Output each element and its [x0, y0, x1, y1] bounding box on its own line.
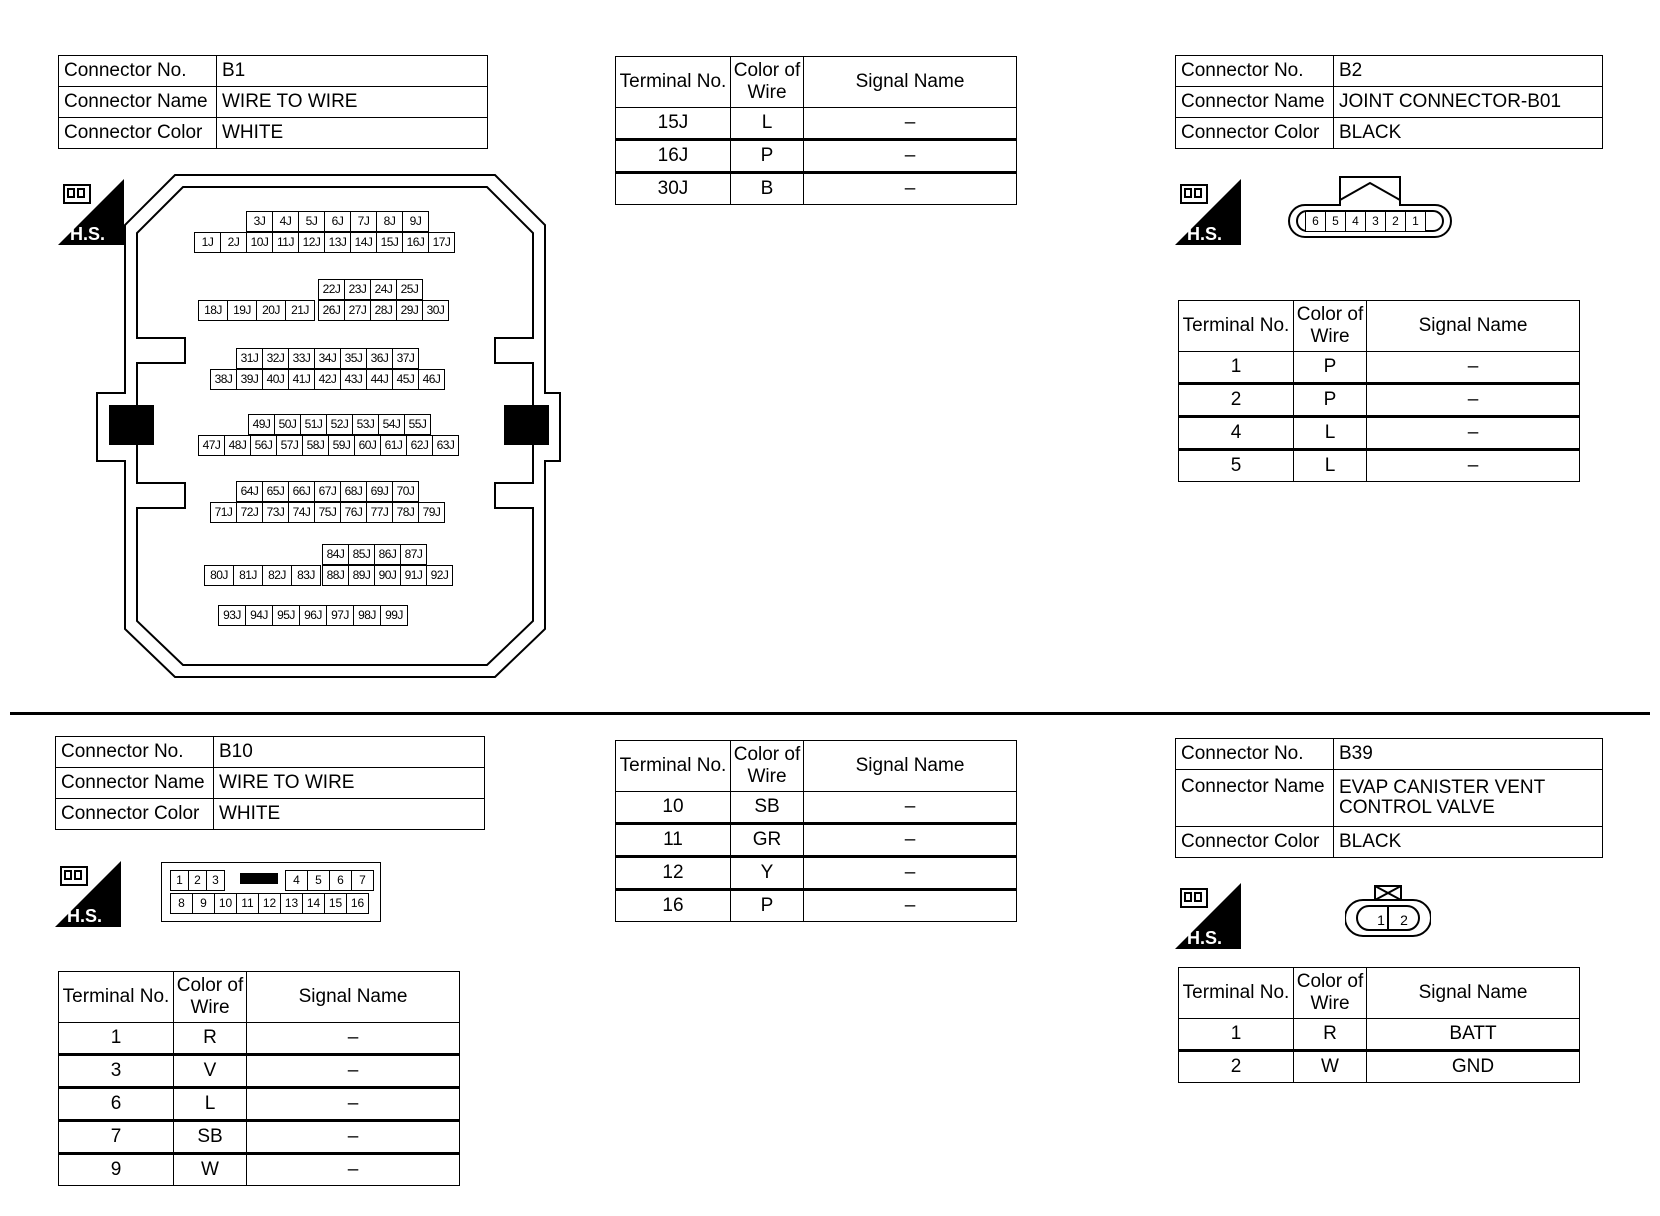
pin-cell-94J: 94J: [245, 605, 273, 626]
terminal-cell: 2: [1179, 384, 1294, 417]
pin-cell-12J: 12J: [298, 232, 325, 253]
pin-cell-19J: 19J: [227, 300, 257, 321]
color-of-wire-header: [731, 741, 804, 792]
b39-hs-label: H.S.: [1187, 928, 1223, 948]
pin-cell-55J: 55J: [404, 414, 431, 435]
pin-cell-86J: 86J: [374, 544, 401, 565]
pin-cell-97J: 97J: [326, 605, 354, 626]
pin-cell-29J: 29J: [396, 300, 423, 321]
pin-cell-11: 11: [236, 893, 259, 914]
terminal-cell: 1: [1179, 1019, 1294, 1051]
pin-cell-24J: 24J: [370, 279, 397, 300]
pin-cell-59J: 59J: [328, 435, 355, 456]
color-of-text: Color of: [733, 60, 801, 81]
pin-cell-39J: 39J: [236, 369, 263, 390]
pin-cell-60J: 60J: [354, 435, 381, 456]
pin-cell-51J: 51J: [300, 414, 327, 435]
pin-cell-92J: 92J: [426, 565, 453, 586]
table-row: [1179, 352, 1580, 384]
pin-cell-91J: 91J: [400, 565, 427, 586]
signal-name-header: Signal Name: [247, 972, 460, 1023]
color-of-text: Color of: [176, 975, 244, 996]
b10-terminal-table-mid: [615, 740, 1017, 922]
pin-cell-3J: 3J: [246, 211, 273, 232]
signal-cell: –: [247, 1023, 460, 1055]
pin-cell-87J: 87J: [400, 544, 427, 565]
pin-cell-72J: 72J: [236, 502, 263, 523]
pin-cell-2: 2: [1400, 912, 1408, 928]
pin-cell-88J: 88J: [322, 565, 349, 586]
pin-cell-7J: 7J: [350, 211, 377, 232]
pin-cell-54J: 54J: [378, 414, 405, 435]
section-divider: [10, 712, 1650, 715]
pin-cell-47J: 47J: [198, 435, 225, 456]
b1-hs-label: H.S.: [70, 224, 106, 244]
terminal-cell: 6: [59, 1088, 174, 1121]
pin-cell-13: 13: [280, 893, 303, 914]
terminal-cell: 9: [59, 1154, 174, 1186]
table-row: [59, 1023, 460, 1055]
signal-cell: GND: [1367, 1051, 1580, 1083]
wire-color-cell: L: [1294, 450, 1367, 482]
pin-cell-20J: 20J: [256, 300, 286, 321]
pin-cell-85J: 85J: [348, 544, 375, 565]
wire-text: Wire: [1310, 326, 1350, 347]
pin-cell-1: 1: [1377, 912, 1385, 928]
terminal-no-header: Terminal No.: [1179, 968, 1294, 1019]
color-of-wire-header: [1294, 301, 1367, 352]
pin-cell-58J: 58J: [302, 435, 329, 456]
connector-color-label: Connector Color: [59, 118, 217, 149]
pin-cell-67J: 67J: [314, 481, 341, 502]
signal-cell: –: [804, 857, 1017, 890]
pin-cell-22J: 22J: [318, 279, 345, 300]
pin-cell-33J: 33J: [288, 348, 315, 369]
wire-color-cell: SB: [731, 792, 804, 824]
connector-name-label: Connector Name: [56, 768, 214, 799]
pin-cell-9: 9: [192, 893, 215, 914]
connector-name-label: Connector Name: [1176, 87, 1334, 118]
signal-cell: –: [247, 1121, 460, 1154]
wire-color-cell: SB: [174, 1121, 247, 1154]
connector-name-label: Connector Name: [59, 87, 217, 118]
b10-connector-name: WIRE TO WIRE: [214, 768, 485, 799]
wire-color-cell: W: [1294, 1051, 1367, 1083]
terminal-cell: 15J: [616, 108, 731, 140]
b39-hs-harness-side-icon: [1175, 883, 1241, 949]
signal-cell: –: [247, 1154, 460, 1186]
b10-connector-no: B10: [214, 737, 485, 768]
pin-cell-3: 3: [1365, 211, 1386, 232]
terminal-cell: 5: [1179, 450, 1294, 482]
pin-cell-78J: 78J: [392, 502, 419, 523]
pin-cell-8: 8: [170, 893, 193, 914]
connector-no-label: Connector No.: [56, 737, 214, 768]
pin-cell-62J: 62J: [406, 435, 433, 456]
b1-connector-name: WIRE TO WIRE: [217, 87, 488, 118]
pin-cell-42J: 42J: [314, 369, 341, 390]
wire-color-cell: V: [174, 1055, 247, 1088]
pin-cell-2J: 2J: [220, 232, 247, 253]
pin-cell-12: 12: [258, 893, 281, 914]
pin-cell-17J: 17J: [428, 232, 455, 253]
pin-cell-45J: 45J: [392, 369, 419, 390]
signal-name-header: Signal Name: [1367, 968, 1580, 1019]
signal-cell: BATT: [1367, 1019, 1580, 1051]
terminal-no-header: Terminal No.: [1179, 301, 1294, 352]
pin-cell-3: 3: [206, 870, 225, 891]
terminal-cell: 1: [1179, 352, 1294, 384]
wire-color-cell: P: [1294, 384, 1367, 417]
b39-connector-name: [1334, 770, 1603, 827]
pin-cell-1: 1: [170, 870, 189, 891]
connector-no-label: Connector No.: [59, 56, 217, 87]
color-of-text: Color of: [733, 744, 801, 765]
pin-cell-14: 14: [302, 893, 325, 914]
signal-cell: –: [1367, 417, 1580, 450]
connector-color-label: Connector Color: [1176, 118, 1334, 149]
wire-color-cell: L: [1294, 417, 1367, 450]
pin-cell-52J: 52J: [326, 414, 353, 435]
signal-cell: –: [804, 173, 1017, 205]
pin-cell-10J: 10J: [246, 232, 273, 253]
signal-name-header: Signal Name: [1367, 301, 1580, 352]
terminal-cell: 30J: [616, 173, 731, 205]
b10-connector-info: [55, 736, 485, 830]
pin-cell-83J: 83J: [291, 565, 321, 586]
wire-color-cell: B: [731, 173, 804, 205]
table-row: [616, 890, 1017, 922]
terminal-no-header: Terminal No.: [616, 741, 731, 792]
pin-cell-40J: 40J: [262, 369, 289, 390]
terminal-cell: 2: [1179, 1051, 1294, 1083]
terminal-cell: 11: [616, 824, 731, 857]
pin-cell-57J: 57J: [276, 435, 303, 456]
pin-cell-10: 10: [214, 893, 237, 914]
pin-cell-66J: 66J: [288, 481, 315, 502]
wire-text: Wire: [1310, 993, 1350, 1014]
pin-cell-5: 5: [307, 870, 330, 891]
color-of-wire-header: [731, 57, 804, 108]
pin-cell-69J: 69J: [366, 481, 393, 502]
pin-cell-96J: 96J: [299, 605, 327, 626]
terminal-cell: 12: [616, 857, 731, 890]
pin-cell-6: 6: [329, 870, 352, 891]
wire-color-cell: Y: [731, 857, 804, 890]
pin-cell-84J: 84J: [322, 544, 349, 565]
pin-cell-1: 1: [1405, 211, 1426, 232]
table-row: [1179, 384, 1580, 417]
pin-cell-93J: 93J: [218, 605, 246, 626]
pin-cell-44J: 44J: [366, 369, 393, 390]
pin-cell-70J: 70J: [392, 481, 419, 502]
wire-text: Wire: [747, 82, 787, 103]
pin-cell-18J: 18J: [198, 300, 228, 321]
table-row: [59, 1154, 460, 1186]
connector-name-label: Connector Name: [1176, 770, 1334, 827]
signal-cell: –: [1367, 384, 1580, 417]
wire-color-cell: GR: [731, 824, 804, 857]
pin-cell-68J: 68J: [340, 481, 367, 502]
pin-cell-99J: 99J: [380, 605, 408, 626]
pin-cell-23J: 23J: [344, 279, 371, 300]
wire-color-cell: P: [731, 140, 804, 173]
pin-cell-37J: 37J: [392, 348, 419, 369]
pin-cell-35J: 35J: [340, 348, 367, 369]
table-row: [1179, 1051, 1580, 1083]
table-row: [616, 824, 1017, 857]
wire-color-cell: P: [1294, 352, 1367, 384]
b2-hs-harness-side-icon: [1175, 179, 1241, 245]
wire-color-cell: R: [1294, 1019, 1367, 1051]
signal-cell: –: [804, 890, 1017, 922]
pin-cell-48J: 48J: [224, 435, 251, 456]
color-of-text: Color of: [1296, 304, 1364, 325]
pin-cell-61J: 61J: [380, 435, 407, 456]
pin-cell-38J: 38J: [210, 369, 237, 390]
signal-cell: –: [804, 824, 1017, 857]
signal-name-header: Signal Name: [804, 57, 1017, 108]
terminal-cell: 10: [616, 792, 731, 824]
terminal-cell: 7: [59, 1121, 174, 1154]
pin-cell-4J: 4J: [272, 211, 299, 232]
connector-no-label: Connector No.: [1176, 56, 1334, 87]
b2-terminal-table: [1178, 300, 1580, 482]
pin-cell-89J: 89J: [348, 565, 375, 586]
pin-cell-75J: 75J: [314, 502, 341, 523]
b2-connector-no: B2: [1334, 56, 1603, 87]
pin-cell-31J: 31J: [236, 348, 263, 369]
wire-color-cell: L: [731, 108, 804, 140]
connector-no-label: Connector No.: [1176, 739, 1334, 770]
wire-color-cell: W: [174, 1154, 247, 1186]
table-row: [616, 173, 1017, 205]
b39-connector-color: BLACK: [1334, 827, 1603, 858]
b39-terminal-table: [1178, 967, 1580, 1083]
pin-cell-27J: 27J: [344, 300, 371, 321]
wire-color-cell: R: [174, 1023, 247, 1055]
wire-color-cell: P: [731, 890, 804, 922]
signal-cell: –: [1367, 352, 1580, 384]
pin-cell-64J: 64J: [236, 481, 263, 502]
pin-cell-41J: 41J: [288, 369, 315, 390]
pin-cell-26J: 26J: [318, 300, 345, 321]
table-row: [59, 1055, 460, 1088]
pin-cell-21J: 21J: [285, 300, 315, 321]
b10-connector-lock: [240, 873, 278, 884]
b39-name-line1: EVAP CANISTER VENT: [1339, 777, 1546, 798]
color-of-wire-header: [1294, 968, 1367, 1019]
pin-cell-4: 4: [285, 870, 308, 891]
pin-cell-16: 16: [346, 893, 369, 914]
pin-cell-25J: 25J: [396, 279, 423, 300]
terminal-no-header: Terminal No.: [616, 57, 731, 108]
terminal-cell: 16J: [616, 140, 731, 173]
pin-cell-76J: 76J: [340, 502, 367, 523]
table-row: [1179, 450, 1580, 482]
pin-cell-43J: 43J: [340, 369, 367, 390]
b39-connector-no: B39: [1334, 739, 1603, 770]
terminal-no-header: Terminal No.: [59, 972, 174, 1023]
pin-cell-95J: 95J: [272, 605, 300, 626]
b1-terminal-table: [615, 56, 1017, 205]
table-row: [1179, 1019, 1580, 1051]
table-row: [616, 792, 1017, 824]
table-row: [59, 1121, 460, 1154]
wire-text: Wire: [747, 766, 787, 787]
b39-connector-face: [1345, 882, 1431, 938]
pin-cell-65J: 65J: [262, 481, 289, 502]
pin-cell-30J: 30J: [422, 300, 449, 321]
pin-cell-36J: 36J: [366, 348, 393, 369]
pin-cell-80J: 80J: [204, 565, 234, 586]
pin-cell-14J: 14J: [350, 232, 377, 253]
terminal-cell: 3: [59, 1055, 174, 1088]
pin-cell-46J: 46J: [418, 369, 445, 390]
b10-hs-harness-side-icon: [55, 861, 121, 927]
b10-terminal-table-left: [58, 971, 460, 1186]
pin-cell-2: 2: [1385, 211, 1406, 232]
pin-cell-28J: 28J: [370, 300, 397, 321]
table-row: [616, 140, 1017, 173]
pin-cell-81J: 81J: [233, 565, 263, 586]
pin-cell-15: 15: [324, 893, 347, 914]
pin-cell-6: 6: [1305, 211, 1326, 232]
b2-connector-info: [1175, 55, 1603, 149]
pin-cell-6J: 6J: [324, 211, 351, 232]
b10-hs-label: H.S.: [67, 906, 103, 926]
signal-cell: –: [804, 108, 1017, 140]
table-row: [59, 1088, 460, 1121]
pin-cell-5: 5: [1325, 211, 1346, 232]
pin-cell-2: 2: [188, 870, 207, 891]
signal-cell: –: [804, 140, 1017, 173]
color-of-text: Color of: [1296, 971, 1364, 992]
signal-cell: –: [247, 1088, 460, 1121]
pin-cell-77J: 77J: [366, 502, 393, 523]
table-row: [616, 108, 1017, 140]
pin-cell-8J: 8J: [376, 211, 403, 232]
pin-cell-16J: 16J: [402, 232, 429, 253]
pin-cell-82J: 82J: [262, 565, 292, 586]
pin-cell-34J: 34J: [314, 348, 341, 369]
wire-text: Wire: [190, 997, 230, 1018]
pin-cell-13J: 13J: [324, 232, 351, 253]
b39-name-line2: CONTROL VALVE: [1339, 797, 1495, 818]
pin-cell-7: 7: [351, 870, 374, 891]
signal-cell: –: [1367, 450, 1580, 482]
pin-cell-53J: 53J: [352, 414, 379, 435]
b2-connector-name: JOINT CONNECTOR-B01: [1334, 87, 1603, 118]
pin-cell-4: 4: [1345, 211, 1366, 232]
signal-cell: –: [804, 792, 1017, 824]
b2-hs-label: H.S.: [1187, 224, 1223, 244]
pin-cell-90J: 90J: [374, 565, 401, 586]
pin-cell-5J: 5J: [298, 211, 325, 232]
pin-cell-49J: 49J: [248, 414, 275, 435]
b1-connector-no: B1: [217, 56, 488, 87]
b2-connector-color: BLACK: [1334, 118, 1603, 149]
pin-cell-79J: 79J: [418, 502, 445, 523]
table-row: [616, 857, 1017, 890]
pin-cell-50J: 50J: [274, 414, 301, 435]
signal-name-header: Signal Name: [804, 741, 1017, 792]
pin-cell-71J: 71J: [210, 502, 237, 523]
pin-cell-1J: 1J: [194, 232, 221, 253]
pin-cell-32J: 32J: [262, 348, 289, 369]
connector-color-label: Connector Color: [1176, 827, 1334, 858]
pin-cell-98J: 98J: [353, 605, 381, 626]
connector-color-label: Connector Color: [56, 799, 214, 830]
pin-cell-15J: 15J: [376, 232, 403, 253]
pin-cell-9J: 9J: [402, 211, 429, 232]
pin-cell-73J: 73J: [262, 502, 289, 523]
b1-connector-info: [58, 55, 488, 149]
b10-connector-color: WHITE: [214, 799, 485, 830]
terminal-cell: 16: [616, 890, 731, 922]
wire-color-cell: L: [174, 1088, 247, 1121]
pin-cell-56J: 56J: [250, 435, 277, 456]
pin-cell-63J: 63J: [432, 435, 459, 456]
terminal-cell: 4: [1179, 417, 1294, 450]
b39-connector-info: [1175, 738, 1603, 858]
color-of-wire-header: [174, 972, 247, 1023]
terminal-cell: 1: [59, 1023, 174, 1055]
pin-cell-11J: 11J: [272, 232, 299, 253]
pin-cell-74J: 74J: [288, 502, 315, 523]
signal-cell: –: [247, 1055, 460, 1088]
table-row: [1179, 417, 1580, 450]
b1-connector-color: WHITE: [217, 118, 488, 149]
